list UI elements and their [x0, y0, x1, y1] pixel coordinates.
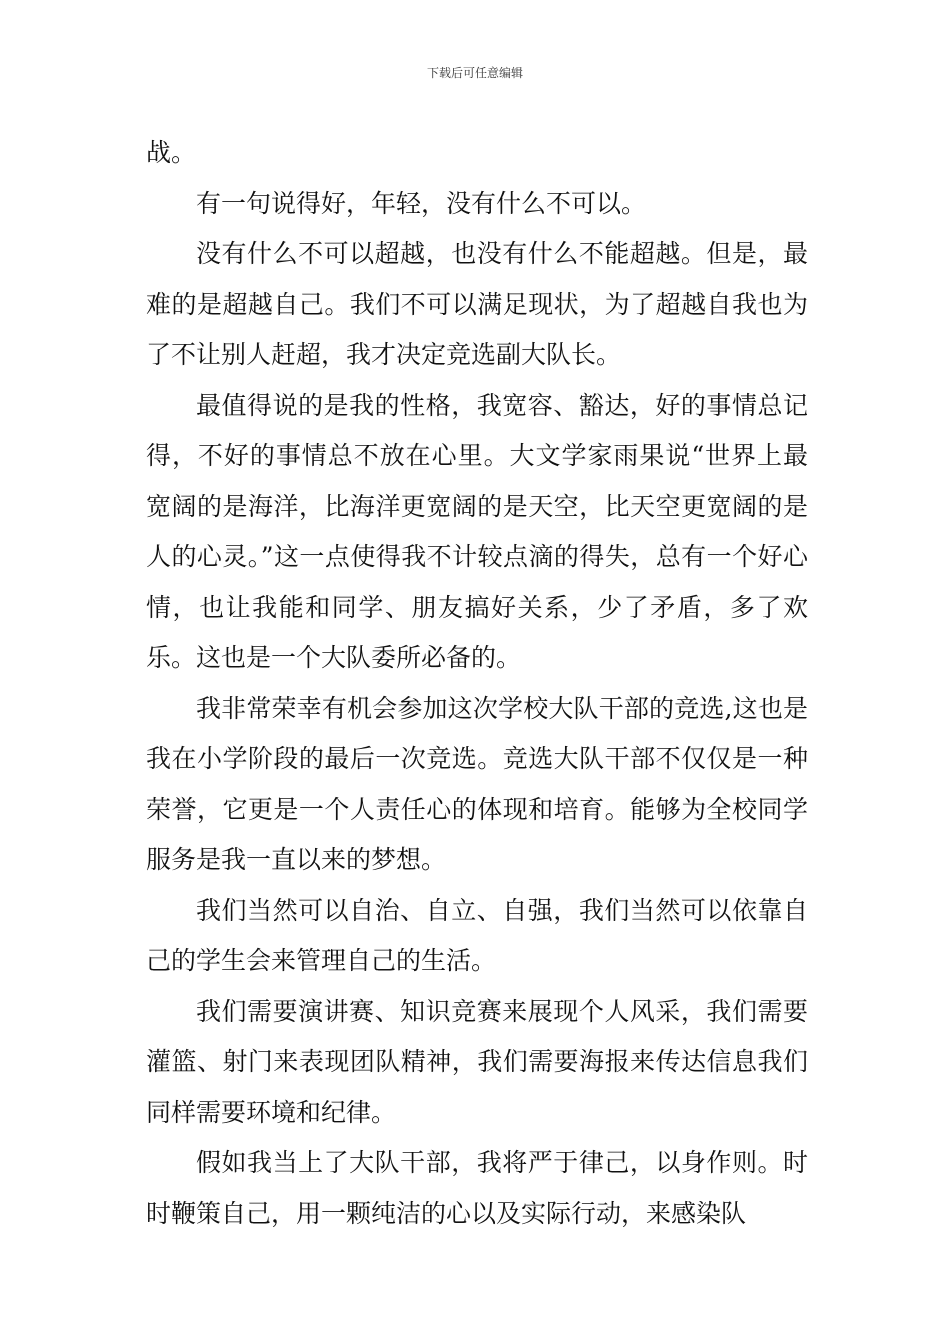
paragraph: 我非常荣幸有机会参加这次学校大队干部的竞选,这也是我在小学阶段的最后一次竞选。竞选大队干部不仅仅是一种荣誉，它更是一个人责任心的体现和培育。能够为全校同学服务是我一直以来的梦想。: [146, 693, 808, 874]
paragraph: 我们当然可以自治、自立、自强，我们当然可以依靠自己的学生会来管理自己的生活。: [146, 895, 808, 975]
paragraph: 我们需要演讲赛、知识竞赛来展现个人风采，我们需要灌篮、射门来表现团队精神，我们需要海报来传达信息我们同样需要环境和纪律。: [146, 996, 808, 1127]
paragraph: 没有什么不可以超越，也没有什么不能超越。但是，最难的是超越自己。我们不可以满足现状，为了超越自我也为了不让别人赶超，我才决定竞选副大队长。: [146, 239, 808, 369]
paragraph-continuation: 战。: [146, 138, 197, 167]
paragraph: 最值得说的是我的性格，我宽容、豁达，好的事情总记得，不好的事情总不放在心里。大文学家雨果说“世界上最宽阔的是海洋，比海洋更宽阔的是天空，比天空更宽阔的是人的心灵。”这一点使得我不计较点滴的得失，总有一个好心情，也让我能和同学、朋友搞好关系，少了矛盾，多了欢乐。这也是一个大队委所必备的。: [146, 390, 808, 672]
paragraph: 有一句说得好，年轻，没有什么不可以。: [196, 188, 647, 218]
body-text: [146, 128, 808, 1239]
paragraph: 假如我当上了大队干部，我将严于律己，以身作则。时时鞭策自己，用一颗纯洁的心以及实际行动，来感染队: [146, 1148, 808, 1228]
page-header-note: 下载后可任意编辑: [426, 66, 523, 80]
